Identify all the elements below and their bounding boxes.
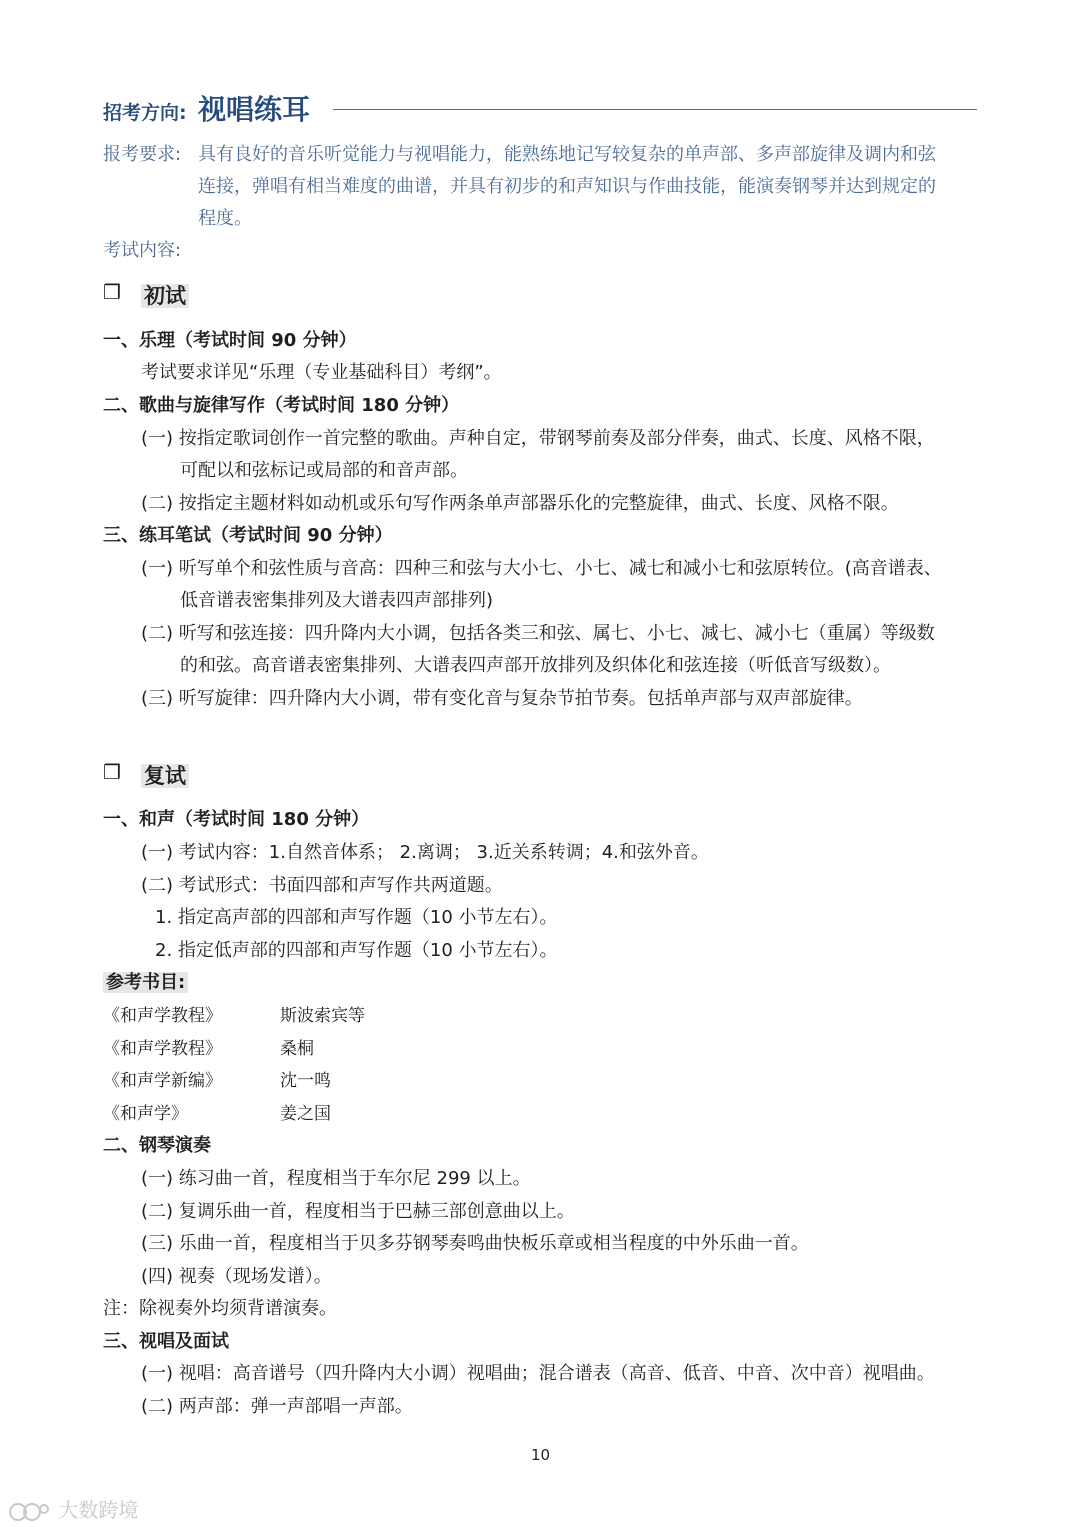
retest-s1-sub-2: 2. 指定低声部的四部和声写作题（10 小节左右）。 <box>155 940 558 961</box>
book-title: 《和声学》 <box>103 1104 188 1124</box>
prelim-section-1-title: 一、乐理（考试时间 90 分钟） <box>103 330 357 351</box>
requirement-line-3: 程度。 <box>198 208 252 229</box>
checkbox-icon: ❒ <box>103 280 121 304</box>
requirement-line-2: 连接，弹唱有相当难度的曲谱，并具有初步的和声知识与作曲技能，能演奏钢琴并达到规定的 <box>198 176 936 197</box>
requirement-line-1: 具有良好的音乐听觉能力与视唱能力，能熟练地记写较复杂的单声部、多声部旋律及调内和弦 <box>198 144 936 165</box>
book-title: 《和声学教程》 <box>103 1006 222 1026</box>
page-number: 10 <box>531 1446 551 1464</box>
watermark <box>8 1494 138 1523</box>
retest-section-3-title: 三、视唱及面试 <box>103 1331 229 1352</box>
prelim-s3-item-2-line-2: 的和弦。高音谱表密集排列、大谱表四声部开放排列及织体化和弦连接（听低音写级数）。 <box>180 655 891 676</box>
page-title: 视唱练耳 <box>198 93 311 126</box>
retest-s3-item-1: (一) 视唱：高音谱号（四升降内大小调）视唱曲；混合谱表（高音、低音、中音、次中音）视唱曲。 <box>141 1363 935 1384</box>
retest-s1-item-1: (一) 考试内容：1.自然音体系； 2.离调； 3.近关系转调；4.和弦外音。 <box>141 842 709 863</box>
prelim-s3-item-2-line-1: (二) 听写和弦连接：四升降内大小调，包括各类三和弦、属七、小七、减七、减小七（重属）等级数 <box>141 623 935 644</box>
watermark-logo-icon <box>8 1501 52 1523</box>
retest-s2-item-3: (三) 乐曲一首，程度相当于贝多芬钢琴奏鸣曲快板乐章或相当程度的中外乐曲一首。 <box>141 1233 809 1254</box>
checkbox-icon: ❒ <box>103 760 121 784</box>
retest-s3-item-2: (二) 两声部：弹一声部唱一声部。 <box>141 1396 413 1417</box>
direction-label: 招考方向: <box>103 102 187 124</box>
prelim-section-1-text: 考试要求详见“乐理（专业基础科目）考纲”。 <box>141 362 502 383</box>
prelim-s3-item-1-line-2: 低音谱表密集排列及大谱表四声部排列) <box>180 590 494 611</box>
retest-title: 复试 <box>141 760 189 790</box>
retest-s2-item-1: (一) 练习曲一首，程度相当于车尔尼 299 以上。 <box>141 1168 531 1189</box>
prelim-s2-item-2: (二) 按指定主题材料如动机或乐句写作两条单声部器乐化的完整旋律，曲式、长度、风格不限。 <box>141 493 899 514</box>
book-author: 沈一鸣 <box>280 1071 331 1091</box>
prelim-s3-item-3: (三) 听写旋律：四升降内大小调，带有变化音与复杂节拍节奏。包括单声部与双声部旋律。 <box>141 688 863 709</box>
prelim-s3-item-1-line-1: (一) 听写单个和弦性质与音高：四种三和弦与大小七、小七、减七和减小七和弦原转位。(高音谱表、 <box>141 558 942 579</box>
book-title: 《和声学新编》 <box>103 1071 222 1091</box>
retest-s1-item-2: (二) 考试形式：书面四部和声写作共两道题。 <box>141 875 503 896</box>
prelim-section-3-title: 三、练耳笔试（考试时间 90 分钟） <box>103 525 393 546</box>
retest-s2-item-4: (四) 视奏（现场发谱）。 <box>141 1266 332 1287</box>
prelim-section-2-title: 二、歌曲与旋律写作（考试时间 180 分钟） <box>103 395 460 416</box>
prelim-s2-item-1-line-1: (一) 按指定歌词创作一首完整的歌曲。声种自定，带钢琴前奏及部分伴奏，曲式、长度、风格不限， <box>141 428 935 449</box>
preliminary-title: 初试 <box>141 280 189 310</box>
book-author: 姜之国 <box>280 1104 331 1124</box>
retest-s2-note: 注：除视奏外均须背谱演奏。 <box>103 1298 337 1319</box>
retest-section-1-title: 一、和声（考试时间 180 分钟） <box>103 809 370 830</box>
exam-content-label: 考试内容: <box>103 240 182 261</box>
watermark-text: 大数跨境 <box>58 1498 139 1522</box>
book-author: 桑桐 <box>280 1039 314 1059</box>
reference-books-title: 参考书目: <box>103 968 188 994</box>
title-divider <box>333 109 977 110</box>
retest-section-2-title: 二、钢琴演奏 <box>103 1135 211 1156</box>
prelim-s2-item-1-line-2: 可配以和弦标记或局部的和音声部。 <box>180 460 468 481</box>
retest-s2-item-2: (二) 复调乐曲一首，程度相当于巴赫三部创意曲以上。 <box>141 1201 575 1222</box>
retest-s1-sub-1: 1. 指定高声部的四部和声写作题（10 小节左右）。 <box>155 907 558 928</box>
book-author: 斯波索宾等 <box>280 1006 365 1026</box>
book-title: 《和声学教程》 <box>103 1039 222 1059</box>
requirement-label: 报考要求: <box>103 144 182 165</box>
